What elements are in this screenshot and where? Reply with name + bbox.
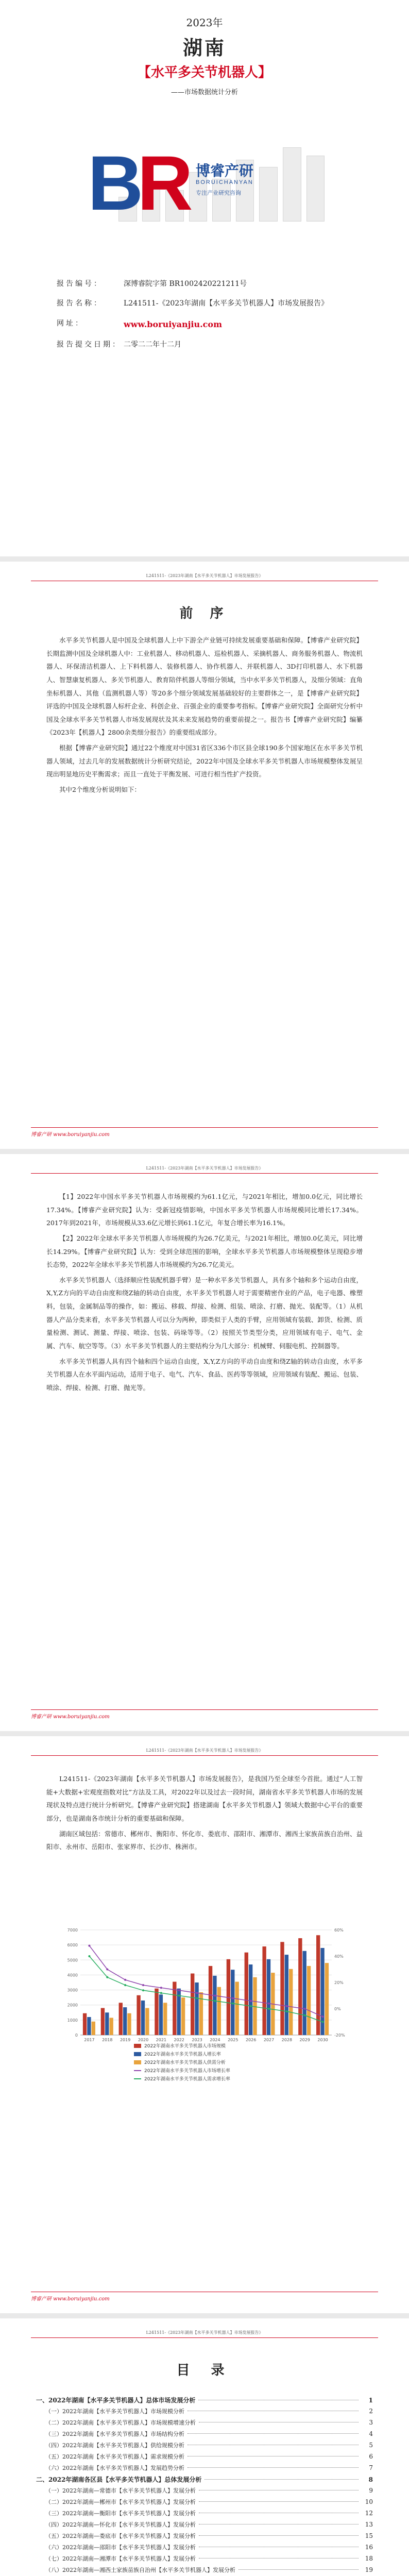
legend-label: 2022年湖南水平多关节机器人市场规模 — [144, 2044, 226, 2049]
toc-item-page: 6 — [369, 2453, 373, 2460]
line-point — [160, 1987, 162, 1989]
bar — [105, 2012, 109, 2035]
y-tick-label: 4000 — [67, 1973, 78, 1978]
toc-item[interactable] — [36, 2475, 373, 2486]
line-point — [106, 1976, 108, 1978]
logo-name-en: BORUICHANYAN — [196, 179, 253, 185]
toc-item-page: 3 — [369, 2419, 373, 2426]
line-point — [124, 1984, 126, 1986]
toc-item-text: （五）2022年湖南【水平多关节机器人】需求规模分析 — [45, 2453, 184, 2460]
toc-item[interactable] — [36, 2452, 373, 2464]
x-tick-label: 2025 — [228, 2038, 238, 2042]
x-tick-label: 2017 — [84, 2038, 95, 2042]
bar — [231, 1970, 234, 2035]
y-tick-label: 0 — [75, 2033, 78, 2038]
line-point — [88, 1955, 90, 1957]
cover-subtitle: ——市场数据统计分析 — [171, 89, 238, 96]
logo-name-cn: 博睿产研 — [196, 162, 254, 179]
bar — [289, 1969, 293, 2035]
bar — [127, 2013, 131, 2035]
x-tick-label: 2021 — [156, 2038, 167, 2042]
line-point — [232, 1997, 234, 1999]
toc-item-page: 7 — [369, 2464, 373, 2471]
x-tick-label: 2026 — [245, 2038, 257, 2042]
bar — [87, 2017, 91, 2035]
toc-item-text: 二、2022年湖南各区县【水平多关节机器人】总体发展分析 — [36, 2476, 202, 2483]
toc-leader-dots — [188, 2467, 359, 2468]
line-point — [250, 2000, 252, 2002]
regional-page — [0, 1736, 409, 2313]
toc-item-page: 5 — [369, 2442, 373, 2449]
x-tick-label: 2029 — [299, 2038, 310, 2042]
toc-item-text: （二）2022年湖南【水平多关节机器人】市场规模增速分析 — [45, 2419, 196, 2426]
toc-item-page: 4 — [369, 2430, 373, 2437]
line-point — [304, 2008, 306, 2010]
line-point — [286, 2005, 288, 2007]
toc-item-page: 19 — [365, 2566, 373, 2573]
x-tick-label: 2023 — [192, 2038, 202, 2042]
x-tick-label: 2018 — [102, 2038, 113, 2042]
toc-item-page: 18 — [365, 2555, 373, 2562]
toc-item-page: 9 — [369, 2487, 373, 2494]
y2-tick-label: -20% — [334, 2033, 345, 2038]
toc-item-page: 1 — [368, 2397, 373, 2404]
toc-title: 目 录 — [176, 2363, 233, 2378]
market-chart-svg — [57, 1922, 352, 2092]
y-tick-label: 5000 — [67, 1958, 78, 1963]
toc-leader-dots — [199, 2535, 359, 2536]
bar — [191, 1974, 194, 2035]
line-point — [178, 1995, 180, 1997]
page-header: L241511-《2023年湖南【水平多关节机器人】市场发展报告》 — [31, 2330, 378, 2338]
bar — [235, 1982, 238, 2035]
toc-page — [0, 2318, 409, 2576]
bar — [213, 1976, 216, 2035]
line-point — [196, 1992, 198, 1994]
toc-item[interactable] — [36, 2396, 373, 2407]
legend-swatch — [134, 2060, 141, 2064]
toc-item[interactable] — [36, 2498, 373, 2509]
bar — [159, 1994, 163, 2035]
website-link[interactable]: www.boruiyanjiu.com — [124, 319, 222, 329]
line-point — [178, 1989, 180, 1991]
toc-item-text: （四）2022年湖南【水平多关节机器人】供给规模分析 — [45, 2442, 184, 2449]
toc-item-text: （五）2022年湖南—娄底市【水平多关节机器人】发展分析 — [45, 2533, 196, 2539]
toc-item-text: （一）2022年湖南【水平多关节机器人】市场规模分析 — [45, 2408, 184, 2415]
toc-item-page: 10 — [365, 2498, 373, 2505]
toc-leader-dots — [204, 2479, 359, 2480]
bar — [307, 1966, 311, 2035]
legend-label: 2022年湖南水平多关节机器人增长率 — [144, 2052, 221, 2057]
toc-item[interactable] — [36, 2566, 373, 2576]
bar — [119, 2003, 123, 2035]
info-row-website: 网址： www.boruiyanjiu.com — [57, 318, 366, 331]
toc-item-text: （四）2022年湖南—怀化市【水平多关节机器人】发展分析 — [45, 2521, 196, 2528]
line-point — [106, 1969, 108, 1971]
x-tick-label: 2019 — [120, 2038, 131, 2042]
toc-leader-dots — [199, 2501, 359, 2502]
toc-item[interactable] — [36, 2554, 373, 2566]
toc-leader-dots — [238, 2569, 359, 2570]
line-point — [286, 2010, 288, 2012]
bar — [245, 1953, 248, 2035]
table-of-contents — [36, 2396, 373, 2576]
bar — [253, 1977, 257, 2035]
toc-item-text: （一）2022年湖南—常德市【水平多关节机器人】发展分析 — [45, 2487, 196, 2494]
line-point — [196, 1997, 198, 1999]
toc-item-text: （三）2022年湖南【水平多关节机器人】市场结构分析 — [45, 2431, 184, 2437]
page-footer: 博睿产研 www.boruiyanjiu.com — [31, 1127, 378, 1138]
bar — [83, 2013, 87, 2035]
y-tick-label: 7000 — [67, 1928, 78, 1933]
toc-item-text: （六）2022年湖南—邵阳市【水平多关节机器人】发展分析 — [45, 2544, 196, 2551]
toc-item[interactable] — [36, 2441, 373, 2452]
cover-region: 湖南 — [182, 36, 226, 59]
logo-tagline: 专注产业研究咨询 — [196, 190, 241, 196]
toc-item[interactable] — [36, 2430, 373, 2441]
bar — [217, 1987, 221, 2035]
logo-br-letters: BR — [88, 140, 187, 226]
toc-item[interactable] — [36, 2486, 373, 2498]
bar — [249, 1964, 252, 2035]
toc-item-text: （六）2022年湖南【水平多关节机器人】发展趋势分析 — [45, 2465, 184, 2471]
line-point — [142, 1984, 144, 1986]
cover-year: 2023年 — [186, 16, 223, 29]
bar — [298, 1938, 302, 2035]
legend-label: 2022年湖南水平多关节机器人需求增长率 — [144, 2077, 230, 2082]
legend-label: 2022年湖南水平多关节机器人供需分析 — [144, 2060, 226, 2065]
line-point — [124, 1979, 126, 1981]
legend-swatch — [134, 2044, 141, 2048]
analysis-body: 【1】2022年中国水平多关节机器人市场规模约为61.1亿元，与2021年相比，增加0.0亿元，同比增长17.34%。【博睿产业研究院】认为：受新冠疫情影响，中国水平多关节机器人市场规模同比增长17.34%。2017年到2021年，市场规模从33.6亿元增长到61.1亿元，年复合增长率为16.1%。 【2】2022年全球水平多关节机器人市场规模约为26.7亿美元，与2021年相比，增加0.0亿美元，同比增长14.29%。【博睿产业研究院】认为：受到全球范围的影响，全球水平多关节机器人市场规模整体呈现稳步增长态势，2022年全球水平多关节机器人市场规模约为26.7亿美元。 水平多关节机器人（选择顺应性装配机器手臂）是一种水平多关节机器人，具有多个轴和多个运动自由度，X,Y,Z方向的平动自由度和绕Z轴的转动自由度，水平多关节机器人对于需要精密作业的产品，电子电器、橡塑料，包装，金属制品等的操作，如：搬运、移载、焊接、检测、组装、喷涂、打磨、抛光、装配等。（1）从机器人产品分类来看，水平多关节机器人可以分为两种，即类似于人类的手臂，应用领域有装载、卸货、检测、质量检测、测试、测量、焊接、喷涂、包装、码垛等等。（2）按照关节类型分类，应用领域有电子、电气、金属、汽车、航空等等。（3）水平多关节机器人的主要结构分为几大部分：机械臂、伺服电机、控制器等。 水平多关节机器人具有四个轴和四个运动自由度，X,Y,Z方向的平动自由度和绕Z轴的转动自由度，水平多关节机器人在水平面内运动，适用于电子、电气、汽车、食品、医药等等领域，应用领域有装配、搬运、包装、喷涂、焊接、检测、打磨、抛光等。 — [46, 1193, 363, 1392]
toc-item[interactable] — [36, 2407, 373, 2418]
cover-page — [0, 0, 409, 556]
line-point — [142, 1989, 144, 1991]
y-tick-label: 6000 — [67, 1943, 78, 1948]
cover-title: 【水平多关节机器人】 — [137, 65, 271, 80]
line-point — [322, 2015, 324, 2018]
toc-item-page: 12 — [365, 2510, 373, 2517]
y2-tick-label: 40% — [334, 1954, 344, 1959]
x-tick-label: 2020 — [138, 2038, 149, 2042]
toc-item-text: （八）2022年湖南—湘西土家族苗族自治州【水平多关节机器人】发展分析 — [45, 2567, 235, 2573]
bar — [92, 2022, 95, 2035]
bar — [109, 2018, 113, 2035]
bar — [145, 2008, 149, 2035]
analysis-page — [0, 1154, 409, 1731]
toc-item-page: 15 — [365, 2532, 373, 2539]
page-header: L241511-《2023年湖南【水平多关节机器人】市场发展报告》 — [31, 573, 378, 581]
x-tick-label: 2022 — [174, 2038, 184, 2042]
toc-item-page: 8 — [368, 2476, 373, 2483]
bar — [262, 1946, 266, 2035]
report-info — [57, 278, 366, 359]
toc-item-page: 2 — [369, 2408, 373, 2415]
info-row-number: 报告编号： 深博睿院字第 BR1002420221211号 — [57, 280, 247, 288]
y2-tick-label: 60% — [334, 1928, 344, 1933]
bar — [280, 1942, 284, 2035]
bar — [325, 1963, 329, 2035]
bar — [195, 1982, 198, 2035]
preface-title: 前 序 — [179, 606, 230, 621]
toc-item[interactable] — [36, 2532, 373, 2543]
line-point — [88, 1945, 90, 1947]
bar — [181, 1997, 185, 2035]
line-point — [160, 1992, 162, 1994]
line-point — [268, 2008, 270, 2010]
company-logo — [88, 124, 325, 242]
bar — [137, 1995, 140, 2035]
x-tick-label: 2024 — [210, 2038, 220, 2042]
y-tick-label: 1000 — [67, 2018, 78, 2023]
bar — [267, 1959, 270, 2035]
line-point — [304, 2014, 306, 2016]
page-footer: 博睿产研 www.boruiyanjiu.com — [31, 2292, 378, 2302]
line-point — [268, 2003, 270, 2005]
preface-body: 水平多关节机器人是中国及全球机器人上中下游全产业链可持续发展重要基础和保障。【博睿产业研究院】长期监测中国及全球机器人中：工业机器人、移动机器人、巡检机器人、采摘机器人、商务服务机器人、物流机器人、环保清洁机器人、上下料机器人、装修机器人、协作机器人、并联机器人、3D打印机器人、水下机器人、智慧康复机器人、多关节机器人、教育陪伴机器人等细分领域，当中水平多关节机器人，及细分领域：直角坐标机器人、其他（监测机器人等）等20多个细分领域发展基础较好的主要群体之一，是【博睿产业研究院】评选的中国及全球机器人标杆企业、科创企业、百强企业的重要参考指标。【博睿产业研究院】全面研究分析中国及全球水平多关节机器人市场发展现状及其未来发展趋势的重要前提之一。报告书【博睿产业研究院】编纂《2023年【机器人】2800余类细分报告》的重要组成部分。 根据【博睿产业研究院】通过22个维度对中国31省区336个市区县全球190多个国家地区在水平多关节机器人领域，过去几年的发展数据统计分析研究结论，2022年中国及全球水平多关节机器人市场规模整体发展呈现出明显地历史平衡需求；而且一直处于平衡发展、可进行相当性扩产投资。 其中2个维度分析说明如下： — [46, 636, 363, 793]
page-header: L241511-《2023年湖南【水平多关节机器人】市场发展报告》 — [31, 1165, 378, 1174]
page-footer: 博睿产研 www.boruiyanjiu.com — [31, 1709, 378, 1720]
line-point — [322, 2021, 324, 2023]
toc-item[interactable] — [36, 2509, 373, 2520]
x-tick-label: 2027 — [263, 2038, 275, 2042]
toc-item-page: 16 — [365, 2544, 373, 2551]
line-point — [250, 2005, 252, 2007]
legend-label: 2022年湖南水平多关节机器人市场增长率 — [144, 2069, 230, 2074]
y2-tick-label: 0% — [334, 2007, 341, 2011]
toc-item[interactable] — [36, 2520, 373, 2532]
line-point — [214, 1995, 216, 1997]
info-row-date: 报告提交日期： 二零二二年十二月 — [57, 341, 181, 349]
bar — [285, 1955, 288, 2035]
market-chart — [57, 1922, 352, 2092]
y-tick-label: 2000 — [67, 2003, 78, 2008]
bar — [303, 1951, 306, 2035]
info-row-name: 报告名称： L241511-《2023年湖南【水平多关节机器人】市场发展报告》 — [57, 299, 329, 308]
toc-item[interactable] — [36, 2543, 373, 2554]
page-header: L241511-《2023年湖南【水平多关节机器人】市场发展报告》 — [31, 1748, 378, 1756]
x-tick-label: 2028 — [281, 2038, 293, 2042]
toc-item-page: 13 — [365, 2521, 373, 2528]
toc-item-text: （三）2022年湖南—衡阳市【水平多关节机器人】发展分析 — [45, 2510, 196, 2517]
line-point — [232, 2003, 234, 2005]
legend-swatch — [134, 2052, 141, 2056]
toc-item-text: （二）2022年湖南—郴州市【水平多关节机器人】发展分析 — [45, 2499, 196, 2505]
bar — [155, 1989, 158, 2035]
bar — [163, 2003, 167, 2035]
y-tick-label: 3000 — [67, 1988, 78, 1993]
toc-item-text: （七）2022年湖南—湘潭市【水平多关节机器人】发展分析 — [45, 2555, 196, 2562]
x-tick-label: 2030 — [317, 2038, 328, 2042]
bar — [101, 2008, 105, 2035]
bar — [141, 2001, 145, 2035]
toc-item[interactable] — [36, 2464, 373, 2475]
toc-leader-dots — [188, 2433, 359, 2434]
bar — [123, 2007, 127, 2035]
preface-page — [0, 562, 409, 1149]
toc-item[interactable] — [36, 2418, 373, 2430]
line-point — [214, 2000, 216, 2002]
y2-tick-label: 20% — [334, 1980, 344, 1985]
toc-item-text: 一、2022年湖南【水平多关节机器人】总体市场发展分析 — [36, 2397, 196, 2404]
regional-body: L241511-《2023年湖南【水平多关节机器人】市场发展报告》，是我国乃至全球至今首批。通过“人工智能+大数据+宏观度指数对比”方法及工具，对2022年以及过去一段时间，湖南省水平多关节机器人市场的发展现状及特点进行统计分析研究。【博睿产业研究院】搭建湖南【水平多关节机器人】领域大数据中心平台的重要部分，也是湖南各市统计分析的重要基础和保障。 湖南区域包括：常德市、郴州市、衡阳市、怀化市、娄底市、邵阳市、湘潭市、湘西土家族苗族自治州、益阳市、永州市、岳阳市、张家界市、长沙市、株洲市。 — [46, 1775, 363, 1851]
